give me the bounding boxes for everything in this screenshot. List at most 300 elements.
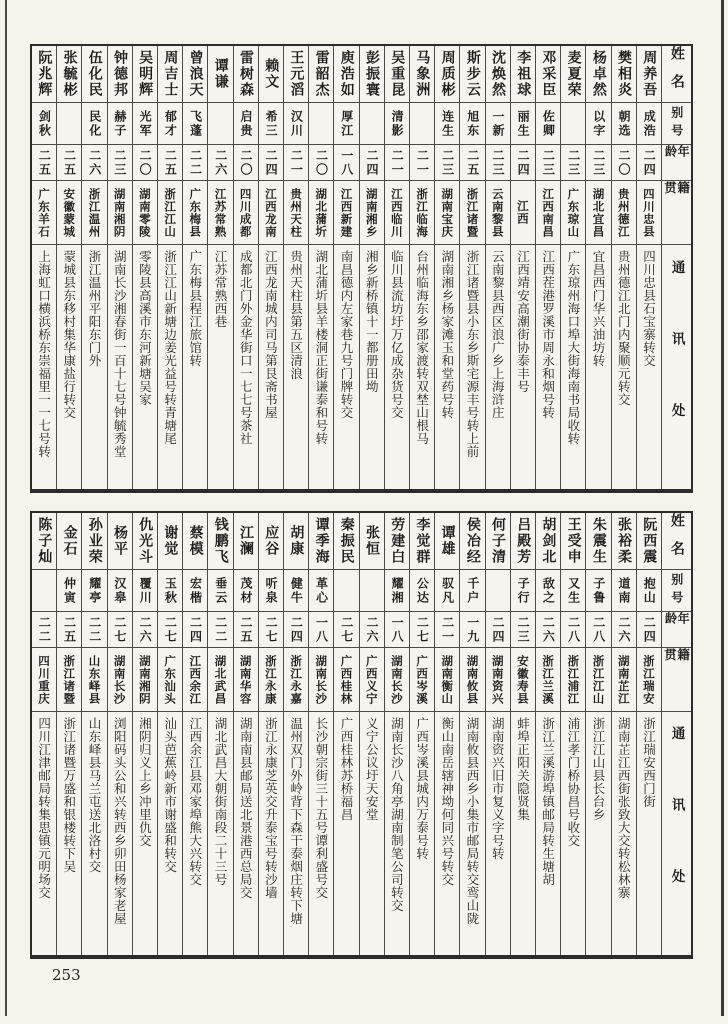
entry-age: 一八 [390,615,405,644]
entry-alias-cell [259,103,283,145]
entry-age-cell [57,612,81,648]
entry-name: 胡剑北 [540,517,557,565]
entry-name: 谭谦 [212,58,229,90]
entry-address-cell [259,245,283,489]
entry-origin-cell [158,648,182,712]
entry-address: 江西靖安高潮街协泰丰号 [515,250,531,393]
entry-address-cell [385,712,409,955]
entry-address-cell [108,245,132,489]
entry-age: 二二 [213,615,228,644]
directory-entry-column [560,513,585,955]
entry-name: 金石 [61,525,78,557]
directory-entry-column [107,513,132,955]
entry-alias-cell [637,103,661,145]
entry-address-cell [309,712,333,955]
entry-alias: 子鲁 [591,576,606,605]
header-alias-cell [662,103,691,145]
entry-name: 秦振民 [338,517,355,565]
directory-entry-column [32,513,56,955]
entry-name-cell [536,46,560,103]
entry-origin: 四川忠县 [641,187,656,238]
entry-age: 二〇 [314,148,329,177]
entry-alias-cell [460,103,484,145]
entry-alias-cell [586,570,610,612]
entry-address: 广东琼州海口埠大街海南书局收转 [565,250,581,445]
entry-alias: 旭东 [465,109,480,138]
entry-name-cell [234,46,258,103]
entry-name-cell [284,46,308,103]
header-address-label: 通讯处 [668,726,685,941]
directory-entry-column [283,513,308,955]
entry-age-cell [158,612,182,648]
entry-age: 二七 [339,615,354,644]
entry-address-cell [586,245,610,489]
entry-address-cell [612,712,636,955]
directory-entry-column [333,513,358,955]
entry-address-cell [460,712,484,955]
directory-entry-column [359,513,384,955]
directory-entry-column [459,46,484,489]
entry-origin: 浙江永嘉 [289,654,304,705]
entry-name-cell [460,46,484,103]
entry-age: 二七 [415,615,430,644]
entry-name-cell [259,46,283,103]
entry-name: 蔡模 [187,525,204,557]
entry-name-cell [511,46,535,103]
entry-address: 湘阴归义上乡冲里仇交 [137,717,153,847]
directory-entry-column [56,46,81,489]
entry-address-cell [234,245,258,489]
entry-name-cell [460,513,484,570]
entry-origin-cell [82,648,106,712]
directory-entry-column [535,46,560,489]
entry-alias-cell [82,570,106,612]
entry-address-cell [410,245,434,489]
directory-entry-column [434,513,459,955]
entry-age: 二二 [188,148,203,177]
entry-age: 二三 [516,615,531,644]
entry-origin-cell [511,181,535,245]
entry-address: 湘乡新桥镇十一都册田坳 [364,250,380,393]
entry-alias-cell [108,570,132,612]
entry-origin: 湖南湘乡 [364,187,379,238]
header-address-cell [662,712,691,955]
entry-alias-cell [385,570,409,612]
entry-age-cell [133,612,157,648]
entry-address-cell [586,712,610,955]
entry-origin-cell [108,181,132,245]
entry-alias-cell [511,103,535,145]
entry-name: 吴明辉 [137,50,154,98]
entry-age-cell [234,145,258,181]
entry-origin-cell [334,648,358,712]
entry-alias-cell [410,570,434,612]
entry-address-cell [536,712,560,955]
entry-name: 李祖球 [515,50,532,98]
entry-name: 杨卓然 [590,50,607,98]
entry-alias: 飞蓬 [188,109,203,138]
entry-name: 王受申 [565,517,582,565]
directory-entry-column [636,46,661,489]
entry-origin: 广西义宁 [364,654,379,705]
header-address-label: 通讯处 [668,259,685,475]
entry-alias: 敌之 [541,576,556,605]
entry-age: 二六 [364,615,379,644]
entry-name: 周养吾 [641,50,658,98]
entry-age-cell [334,145,358,181]
directory-entry-column [233,46,258,489]
entry-age-cell [234,612,258,648]
entry-age-cell [183,145,207,181]
directory-entry-column [560,46,585,489]
entry-origin-cell [536,181,560,245]
entry-origin-cell [586,181,610,245]
entry-origin: 浙江诸暨 [62,654,77,705]
directory-entry-column [258,46,283,489]
entry-age: 二一 [390,148,405,177]
entry-age-cell [460,145,484,181]
entry-origin: 湖南华容 [238,654,253,705]
table-header-column [661,46,691,489]
entry-name: 伍化民 [86,50,103,98]
directory-entry-column [132,513,157,955]
entry-alias-cell [133,103,157,145]
entry-alias-cell [133,570,157,612]
entry-address-cell [460,245,484,489]
entry-name: 江澜 [237,525,254,557]
entry-alias: 朝选 [616,109,631,138]
entry-age: 二五 [62,148,77,177]
entry-address: 零陵县高溪市东河新塘吴家 [137,250,153,406]
entry-origin-cell [284,181,308,245]
entry-address: 湖南芷江西街张致大交转松林寨 [616,717,632,899]
entry-age-cell [637,612,661,648]
directory-entry-column [585,513,610,955]
entry-age: 二三 [112,148,127,177]
entry-age: 二八 [566,615,581,644]
entry-name: 赖文 [263,58,280,90]
entry-age-cell [410,145,434,181]
entry-origin-cell [637,181,661,245]
entry-origin: 江西余江 [188,654,203,705]
entry-age-cell [460,612,484,648]
entry-alias-cell [435,570,459,612]
entry-name: 陈子灿 [36,517,53,565]
entry-origin: 广西桂林 [339,654,354,705]
entry-age: 二四 [642,615,657,644]
entry-name-cell [108,513,132,570]
directory-entry-column [585,46,610,489]
entry-address-cell [360,245,384,489]
entry-address-cell [57,245,81,489]
entry-origin-cell [486,181,510,245]
entry-address: 成都北门外金华街口一七七号茶社 [238,250,254,445]
entry-alias-cell [561,570,585,612]
entry-name-cell [612,46,636,103]
entry-address-cell [183,245,207,489]
entry-age: 二七 [163,615,178,644]
entry-address-cell [385,245,409,489]
entry-alias: 丽生 [516,109,531,138]
entry-name-cell [57,513,81,570]
entry-origin: 江西 [515,200,530,225]
entry-name: 张毓彬 [61,50,78,98]
entry-name-cell [612,513,636,570]
entry-address: 浙江瑞安西门街 [641,717,657,808]
entry-origin: 湖北宜昌 [591,187,606,238]
entry-name-cell [158,513,182,570]
entry-origin: 江西临川 [389,187,404,238]
entry-name: 王元滔 [288,50,305,98]
entry-alias-cell [108,103,132,145]
entry-address: 蒙城县东移村集华康盐行转交 [61,250,77,419]
entry-name-cell [360,513,384,570]
entry-alias-cell [208,103,232,145]
entry-origin: 浙江江山 [163,187,178,238]
entry-age-cell [385,612,409,648]
entry-age-cell [586,145,610,181]
header-name-cell [662,46,691,103]
entry-address: 浙江诸暨县小东乡斯宅源丰号转上前 [465,250,481,458]
entry-alias-cell [309,103,333,145]
entry-alias: 启贵 [238,109,253,138]
entry-address-cell [612,245,636,489]
entry-age: 一八 [339,148,354,177]
entry-address: 蚌埠正阳关隐贤集 [515,717,531,821]
entry-age-cell [208,612,232,648]
entry-address-cell [284,245,308,489]
entry-name: 阮西震 [641,517,658,565]
entry-address-cell [486,245,510,489]
entry-name-cell [334,46,358,103]
entry-alias: 以字 [591,109,606,138]
entry-name-cell [208,513,232,570]
entry-age-cell [208,145,232,181]
entry-alias-cell [586,103,610,145]
entry-origin-cell [612,181,636,245]
entry-origin: 浙江兰溪 [541,654,556,705]
header-name-cell [662,513,691,570]
entry-address: 浏阳码头公和兴转西乡卯田杨家老屋 [112,717,128,925]
entry-address-cell [561,712,585,955]
entry-origin: 安徽寿县 [515,654,530,705]
entry-address-cell [208,245,232,489]
entry-origin: 贵州天柱 [289,187,304,238]
entry-name-cell [410,46,434,103]
entry-origin-cell [158,181,182,245]
entry-address-cell [511,712,535,955]
entry-origin-cell [259,648,283,712]
entry-alias-cell [284,570,308,612]
entry-name-cell [435,513,459,570]
entry-origin: 湖南长沙 [389,654,404,705]
entry-alias-cell [435,103,459,145]
entry-origin: 湖北武昌 [213,654,228,705]
directory-entry-column [434,46,459,489]
entry-origin: 江西龙南 [263,187,278,238]
entry-name-cell [309,513,333,570]
entry-origin: 湖南湘阴 [112,187,127,238]
entry-age-cell [360,612,384,648]
entry-age: 二四 [289,615,304,644]
entry-address-cell [511,245,535,489]
scan-edge-left [5,0,7,1016]
entry-address: 湖南长沙八角亭湖南制笔公司转交 [389,717,405,912]
entry-age: 二五 [465,148,480,177]
entry-origin-cell [32,648,56,712]
entry-address: 湖南南县邮局送北景港西总局交 [238,717,254,899]
entry-address: 贵州天柱县第五区清浪 [288,250,304,380]
entry-name-cell [32,46,56,103]
header-age-cell [662,612,691,648]
entry-alias: 仲寅 [62,576,77,605]
entry-alias-cell [57,103,81,145]
entry-age-cell [435,612,459,648]
directory-entry-column [409,513,434,955]
entry-alias-cell [234,103,258,145]
entry-alias-cell [158,570,182,612]
entry-origin: 浙江瑞安 [641,654,656,705]
entry-name-cell [183,513,207,570]
directory-entry-column [384,513,409,955]
entry-address-cell [57,712,81,955]
entry-alias-cell [536,570,560,612]
entry-origin-cell [561,181,585,245]
entry-origin-cell [637,648,661,712]
entry-name-cell [108,46,132,103]
entry-age-cell [637,145,661,181]
entry-alias: 成浩 [642,109,657,138]
entry-address: 义宁公议圩天安堂 [364,717,380,821]
entry-origin: 江西新建 [339,187,354,238]
entry-alias-cell [385,103,409,145]
entry-address-cell [82,712,106,955]
entry-address-cell [133,712,157,955]
entry-address: 广西桂林苏桥福昌 [339,717,355,821]
entry-alias: 清影 [390,109,405,138]
entry-age: 二四 [264,148,279,177]
directory-entry-column [233,513,258,955]
directory-entry-column [157,46,182,489]
entry-alias: 耀湘 [390,576,405,605]
entry-name: 谭季海 [313,517,330,565]
entry-origin-cell [360,181,384,245]
header-origin-label: 籍贯 [662,181,691,214]
header-origin-label: 籍贯 [662,648,691,681]
entry-address: 长沙朝宗街三十五号谭利盛号交 [313,717,329,899]
entry-address: 江西余江县邓家埠熊大兴转交 [187,717,203,886]
directory-entry-column [485,46,510,489]
entry-address-cell [32,712,56,955]
entry-alias-cell [460,570,484,612]
directory-entry-column [182,46,207,489]
entry-age: 二七 [264,615,279,644]
entry-name: 雷韶杰 [313,50,330,98]
entry-age-cell [57,145,81,181]
entry-address: 衡山南岳辖神坳何同兴号转交 [439,717,455,886]
page-number: 253 [52,966,81,984]
entry-address-cell [536,245,560,489]
entry-alias: 又生 [566,576,581,605]
entry-age: 二五 [163,148,178,177]
entry-age: 一八 [314,615,329,644]
entry-age-cell [536,612,560,648]
entry-address-cell [334,245,358,489]
entry-address: 汕头芭蕉岭新市谢盛和转交 [162,717,178,873]
entry-name-cell [586,46,610,103]
entry-name: 吕殿芳 [515,517,532,565]
entry-name-cell [511,513,535,570]
entry-age-cell [82,612,106,648]
entry-age: 二一 [440,615,455,644]
entry-name-cell [158,46,182,103]
entry-name: 阮兆辉 [36,50,53,98]
entry-origin-cell [435,648,459,712]
entry-origin-cell [385,181,409,245]
entry-age: 二〇 [616,148,631,177]
entry-origin: 浙江江山 [591,654,606,705]
entry-address: 宜昌西门华兴油坊转 [591,250,607,367]
entry-alias-cell [183,570,207,612]
entry-age-cell [183,612,207,648]
entry-origin: 江西南昌 [541,187,556,238]
entry-name: 张恒 [364,525,380,557]
header-age-label: 年龄 [663,612,691,630]
entry-address: 浙江兰溪游埠镇邮局转生塘胡 [540,717,556,886]
entry-age-cell [360,145,384,181]
entry-address-cell [108,712,132,955]
entry-origin-cell [385,648,409,712]
entry-age-cell [309,145,333,181]
entry-alias-cell [32,103,56,145]
directory-entry-column [132,46,157,489]
entry-alias-cell [334,570,358,612]
entry-age: 二六 [616,615,631,644]
entry-address-cell [32,245,56,489]
entry-name: 庾浩如 [338,50,355,98]
entry-alias: 剑秋 [37,109,52,138]
entry-origin-cell [208,181,232,245]
entry-name-cell [334,513,358,570]
entry-origin-cell [309,181,333,245]
entry-address-cell [334,712,358,955]
entry-age-cell [561,612,585,648]
entry-address: 贵州德江北门内聚顺元转交 [616,250,632,406]
entry-name-cell [82,513,106,570]
entry-alias-cell [536,103,560,145]
entry-age-cell [32,612,56,648]
entry-origin-cell [133,648,157,712]
entry-alias: 民化 [87,109,102,138]
header-name-label: 姓名 [668,513,685,569]
entry-address-cell [82,245,106,489]
entry-alias: 道南 [616,576,631,605]
entry-name: 樊相炎 [616,50,633,98]
entry-age: 二四 [188,615,203,644]
entry-name-cell [360,46,384,103]
entry-name: 孙业荣 [86,517,103,565]
entry-origin: 浙江诸暨 [465,187,480,238]
header-age-cell [662,145,691,181]
entry-name-cell [259,513,283,570]
entry-age: 二一 [415,148,430,177]
entry-name-cell [57,46,81,103]
entry-origin-cell [486,648,510,712]
entry-name-cell [234,513,258,570]
entry-alias-cell [511,570,535,612]
entry-alias-cell [334,103,358,145]
directory-table-bottom [30,511,693,959]
